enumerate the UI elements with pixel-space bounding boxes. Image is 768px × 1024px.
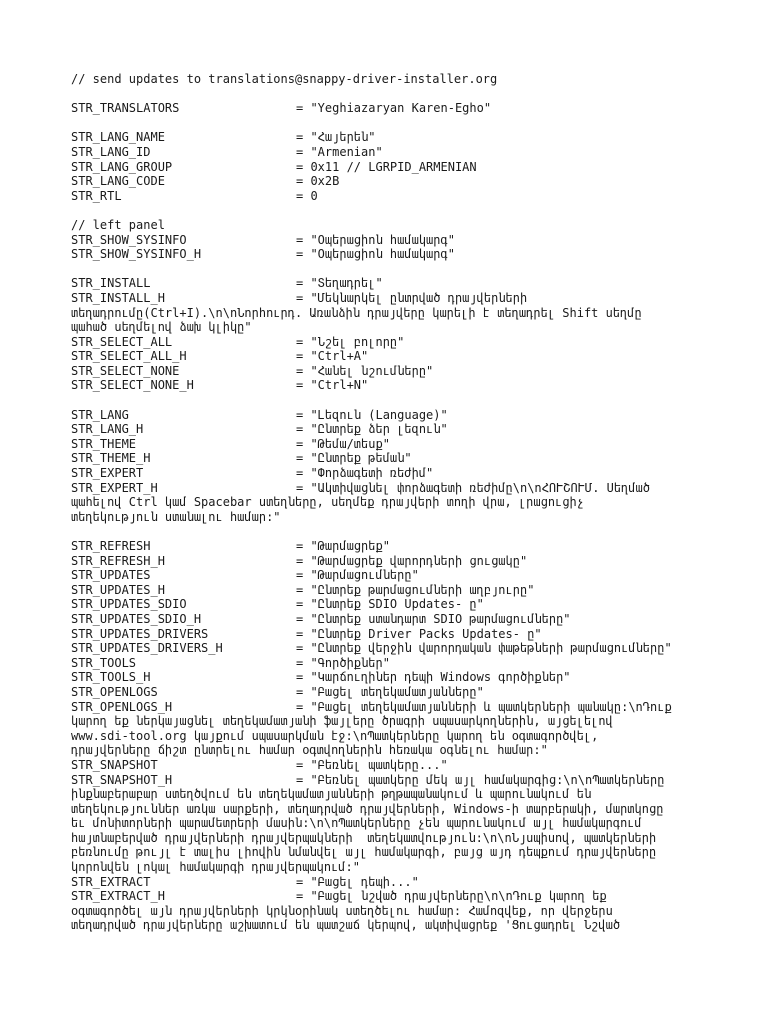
string-value: = "Թարմացումները" xyxy=(296,568,419,583)
string-value: = "Գործիքներ" xyxy=(296,655,390,670)
text-line: // left panel xyxy=(71,217,165,232)
string-value: = "Օպերացիոն համակարգ" xyxy=(296,232,455,247)
key-value-line xyxy=(71,641,721,656)
key-value-line xyxy=(71,656,721,671)
string-value: = "Թարմացրեք վարորդների ցուցակը" xyxy=(296,553,528,568)
string-key: STR_INSTALL_H xyxy=(71,290,165,305)
string-value: = 0 xyxy=(296,188,318,203)
blank-line xyxy=(71,87,721,102)
string-key: STR_INSTALL xyxy=(71,276,151,291)
key-value-line xyxy=(71,189,721,204)
string-key: STR_UPDATES_SDIO_H xyxy=(71,611,202,626)
string-value: = "Լեզուն (Language)" xyxy=(296,407,448,422)
key-value-line xyxy=(71,597,721,612)
text-line: պահելով Ctrl կամ Spacebar ստեղները, սեղմեք դրայվերի տողի վրա, լրացուցիչ xyxy=(71,495,584,510)
string-value: = "Բացել նշված դրայվերները\n\nԴուք կարող եք xyxy=(296,889,607,904)
key-value-line xyxy=(71,773,721,788)
string-value: = "Ակտիվացնել փորձագետի ռեժիմը\n\nՀՈՒՇՈՒՄ. Սեղմած xyxy=(296,480,651,495)
string-value: = "Բացել դեպի..." xyxy=(296,874,419,889)
key-value-line xyxy=(71,758,721,773)
string-key: STR_LANG xyxy=(71,407,129,422)
string-key: STR_SNAPSHOT_H xyxy=(71,772,173,787)
string-value: = "Ընտրեք Driver Packs Updates- ը" xyxy=(296,626,542,641)
key-value-line xyxy=(71,685,721,700)
key-value-line xyxy=(71,247,721,262)
text-line: www.sdi-tool.org կայքում սպասարկման էջ:\nՊատկերները կարող են օգտագործվել, xyxy=(71,728,599,743)
key-value-line xyxy=(71,160,721,175)
key-value-line xyxy=(71,378,721,393)
string-key: STR_REFRESH xyxy=(71,539,151,553)
string-value: = "Ctrl+N" xyxy=(296,378,369,393)
blank-line xyxy=(71,393,721,408)
key-value-line xyxy=(71,437,721,452)
string-key: STR_THEME xyxy=(71,436,137,451)
key-value-line xyxy=(71,422,721,437)
string-value: = "Ընտրեք SDIO Updates- ը" xyxy=(296,597,484,612)
text-line: դրայվերները ճիշտ ընտրելու համար օգտվողներին հեռակա օգնելու համար:" xyxy=(71,743,548,758)
string-value: = "Armenian" xyxy=(296,144,383,159)
string-key: STR_OPENLOGS_H xyxy=(71,699,173,714)
key-value-line xyxy=(71,481,721,496)
string-key: STR_OPENLOGS xyxy=(71,684,158,699)
document-text xyxy=(71,72,721,933)
string-key: STR_REFRESH_H xyxy=(71,553,165,568)
key-value-line xyxy=(71,174,721,189)
string-value: = "Թեմա/տեսք" xyxy=(296,436,390,451)
string-key: STR_UPDATES xyxy=(71,568,151,583)
string-key: STR_LANG_NAME xyxy=(71,130,165,145)
key-value-line xyxy=(71,627,721,642)
string-key: STR_EXPERT_H xyxy=(71,480,158,495)
string-value: = "Փորձագետի ռեժիմ" xyxy=(296,466,434,481)
string-value: = "Ընտրեք ստանդարտ SDIO թարմացումները" xyxy=(296,611,571,626)
string-value: = "Օպերացիոն համակարգ" xyxy=(296,247,455,262)
string-value: = "Yeghiazaryan Karen-Egho" xyxy=(296,101,492,116)
blank-line xyxy=(71,203,721,218)
key-value-line xyxy=(71,335,721,350)
string-value: = "Ընտրեք թեման" xyxy=(296,451,412,466)
text-line: ինքնաբերաբար ստեղծվում են տեղեկամատյանների թղթապանակում և պարունակում են xyxy=(71,787,592,802)
string-value: = "Ctrl+A" xyxy=(296,349,369,364)
string-key: STR_SELECT_ALL_H xyxy=(71,349,187,364)
string-key: STR_UPDATES_DRIVERS xyxy=(71,626,209,641)
string-key: STR_LANG_CODE xyxy=(71,174,165,189)
text-line: տեղեկություններ առկա սարքերի, տեղադրված դրայվերների, Windows-ի տարբերակի, մարտկոցը xyxy=(71,801,664,816)
string-key: STR_SELECT_NONE_H xyxy=(71,378,194,393)
key-value-line xyxy=(71,276,721,291)
string-key: STR_TOOLS xyxy=(71,655,137,670)
string-value: = "Բացել տեղեկամատյանների և պատկերների պանակը:\nԴուք xyxy=(296,699,672,714)
string-key: STR_SHOW_SYSINFO xyxy=(71,232,187,247)
key-value-line xyxy=(71,101,721,116)
key-value-line xyxy=(71,670,721,685)
string-key: STR_UPDATES_SDIO xyxy=(71,597,187,612)
string-value: = "Մեկնարկել ընտրված դրայվերների xyxy=(296,290,528,305)
string-key: STR_SNAPSHOT xyxy=(71,757,158,772)
key-value-line xyxy=(71,349,721,364)
string-key: STR_LANG_H xyxy=(71,422,144,437)
string-key: STR_EXPERT xyxy=(71,466,144,481)
string-value: = "Բեռնել պատկերը..." xyxy=(296,757,448,772)
string-key: STR_THEME_H xyxy=(71,451,151,466)
text-line: տեղեկություն ստանալու համար:" xyxy=(71,509,281,524)
text-line: կարող եք ներկայացնել տեղեկամատյանի ֆայլերը ծրագրի սպասարկողներին, այցելելով xyxy=(71,714,613,729)
key-value-line xyxy=(71,451,721,466)
text-line: կորոնվեն լոկալ համակարգի դրայվերպակում:" xyxy=(71,860,360,875)
key-value-line xyxy=(71,233,721,248)
key-value-line xyxy=(71,889,721,904)
key-value-line xyxy=(71,568,721,583)
key-value-line xyxy=(71,364,721,379)
string-key: STR_SELECT_ALL xyxy=(71,334,173,349)
key-value-line xyxy=(71,408,721,423)
key-value-line xyxy=(71,145,721,160)
key-value-line xyxy=(71,554,721,569)
string-key: STR_LANG_GROUP xyxy=(71,159,173,174)
key-value-line xyxy=(71,466,721,481)
text-line: օգտագործել այն դրայվերների կրկնօրինակ ստեղծելու համար: Համոզվեք, որ վերջերս xyxy=(71,903,613,918)
string-value: = "Ընտրեք թարմացումների աղբյուրը" xyxy=(296,582,535,597)
text-line: բեռնումը թույլ է տալիս լիովին նմանվել այլ համակարգի, բայց այդ դեպքում դրայվերները xyxy=(71,845,657,860)
text-line: պահած սեղմելով ձախ կլիկը" xyxy=(71,320,252,335)
string-key: STR_RTL xyxy=(71,188,122,203)
string-value: = 0x11 // LGRPID_ARMENIAN xyxy=(296,159,477,174)
key-value-line xyxy=(71,583,721,598)
text-line: // send updates to translations@snappy-driver-installer.org xyxy=(71,72,498,86)
key-value-line xyxy=(71,539,721,554)
string-value: = "Հայերեն" xyxy=(296,130,376,145)
string-value: = "Բացել տեղեկամատյանները" xyxy=(296,684,484,699)
text-line: տեղադրումը(Ctrl+I).\n\nՆորհուրդ. Առանձին դրայվերը կարելի է տեղադրել Shift սեղմը xyxy=(71,305,642,320)
text-line: եւ մոնիտորների պարամետրերի մասին:\n\nՊատկերները չեն պարունակում այլ համակարգում xyxy=(71,816,642,831)
string-value: = "Թարմացրեք" xyxy=(296,539,390,553)
key-value-line xyxy=(71,700,721,715)
string-value: = 0x2B xyxy=(296,174,340,189)
string-key: STR_EXTRACT xyxy=(71,874,151,889)
string-value: = "Բեռնել պատկերը մեկ այլ համակարգից:\n\nՊատկերները xyxy=(296,772,665,787)
string-value: = "Նշել բոլորը" xyxy=(296,334,405,349)
string-value: = "Ընտրեք ձեր լեզուն" xyxy=(296,422,448,437)
key-value-line xyxy=(71,291,721,306)
key-value-line xyxy=(71,875,721,890)
blank-line xyxy=(71,262,721,277)
key-value-line xyxy=(71,612,721,627)
string-value: = "Տեղադրել" xyxy=(296,276,383,291)
key-value-line xyxy=(71,130,721,145)
string-key: STR_UPDATES_DRIVERS_H xyxy=(71,641,223,656)
text-line: տեղադրված դրայվերները աշխատում են պատշաճ կերպով, ակտիվացրեք 'Ցուցադրել Նշված xyxy=(71,918,621,933)
string-key: STR_EXTRACT_H xyxy=(71,889,165,904)
string-key: STR_TRANSLATORS xyxy=(71,101,180,116)
string-key: STR_TOOLS_H xyxy=(71,670,151,685)
text-line: հայտնաբերված դրայվերների դրայվերպակների տեղեկատվություն:\n\nՆյսպիսով, պատկերների xyxy=(71,830,657,845)
string-key: STR_SELECT_NONE xyxy=(71,363,180,378)
string-key: STR_LANG_ID xyxy=(71,144,151,159)
string-key: STR_UPDATES_H xyxy=(71,582,165,597)
string-value: = "Հանել նշումները" xyxy=(296,363,434,378)
blank-line xyxy=(71,116,721,131)
string-key: STR_SHOW_SYSINFO_H xyxy=(71,247,202,262)
string-value: = "Ընտրեք վերջին վարորդական փաթեթների թարմացումները" xyxy=(296,641,672,656)
string-value: = "Կարճուղիներ դեպի Windows գործիքներ" xyxy=(296,670,571,685)
blank-line xyxy=(71,524,721,539)
